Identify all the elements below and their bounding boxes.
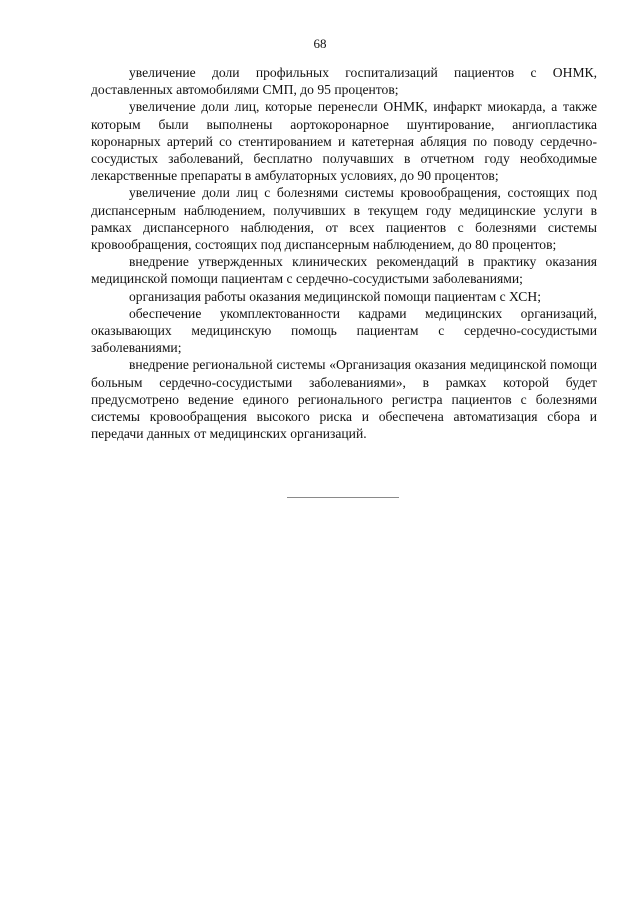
paragraph-regional-system: внедрение региональной системы «Организация оказания медицинской помощи больным сердечно-сосудистыми заболеваниями», в рамках которой будет предусмотрено ведение единого регионального регистра пациентов с болезнями системы кровообращения высокого риска и обеспечена автоматизация сбора и передачи данных от медицинских организаций. bbox=[91, 357, 597, 442]
paragraph-free-medications: увеличение доли лиц, которые перенесли ОНМК, инфаркт миокарда, а также которым были выполнены аортокоронарное шунтирование, ангиопластика коронарных артерий со стентированием и катетерная абляция по поводу сердечно-сосудистых заболеваний, бесплатно получавших в отчетном году необходимые лекарственные препараты в амбулаторных условиях, до 90 процентов; bbox=[91, 99, 597, 184]
paragraph-clinical-guidelines: внедрение утвержденных клинических рекомендаций в практику оказания медицинской помощи пациентам с сердечно-сосудистыми заболеваниями; bbox=[91, 254, 597, 287]
end-of-text-divider bbox=[287, 497, 399, 498]
paragraph-chf-care: организация работы оказания медицинской помощи пациентам с ХСН; bbox=[129, 288, 541, 304]
paragraph-stroke-hospitalization: увеличение доли профильных госпитализаций пациентов с ОНМК, доставленных автомобилями СМП, до 95 процентов; bbox=[91, 65, 597, 98]
paragraph-staffing: обеспечение укомплектованности кадрами медицинских организаций, оказывающих медицинскую помощь пациентам с сердечно-сосудистыми заболеваниями; bbox=[91, 305, 597, 356]
document-body bbox=[91, 64, 597, 442]
paragraph-dispensary-observation: увеличение доли лиц с болезнями системы кровообращения, состоящих под диспансерным наблюдением, получивших в текущем году медицинские услуги в рамках диспансерного наблюдения, от всех пациентов с болезнями системы кровообращения, состоящих под диспансерным наблюдением, до 80 процентов; bbox=[91, 185, 597, 253]
page-number: 68 bbox=[313, 36, 327, 51]
